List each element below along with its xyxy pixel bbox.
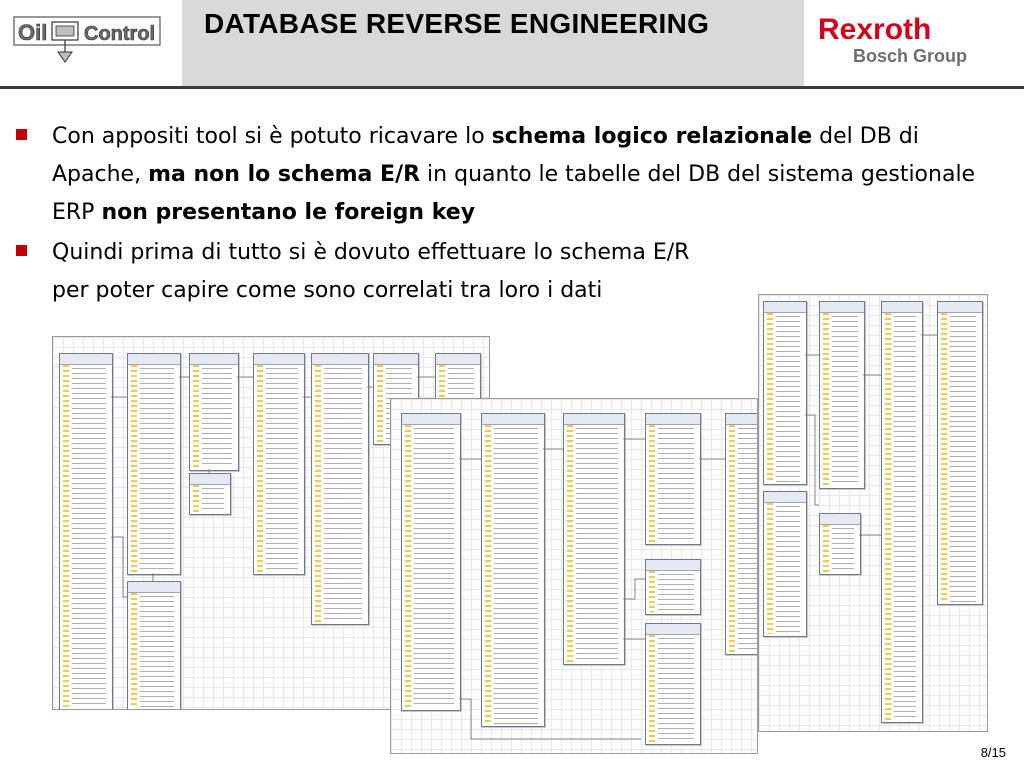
slide-title: DATABASE REVERSE ENGINEERING (204, 8, 710, 39)
bullet-2-part-1: Quindi prima di tutto si è dovuto effettuare lo schema E/R per poter capire come sono correlati tra loro i dati (52, 240, 690, 303)
bullet-1-part-1: Con appositi tool si è potuto ricavare lo (52, 124, 492, 149)
diagram-relations (391, 399, 757, 753)
bullet-1-part-2: schema logico relazionale (491, 124, 813, 149)
svg-text:Oil: Oil (18, 20, 48, 45)
brand-group: Bosch Group (853, 46, 968, 66)
oil-control-logo (0, 0, 182, 86)
er-diagram-screenshot-3 (390, 398, 758, 754)
bullet-1-part-3: del DB di Apache, (52, 124, 919, 187)
header-divider (0, 86, 1024, 89)
brand-name: Rexroth (818, 13, 932, 46)
oil-control-logo-graphic (0, 0, 182, 86)
bullet-1-part-6: non presentano le foreign key (101, 200, 476, 225)
slide-header (0, 0, 1024, 86)
bullet-marker-icon (16, 245, 27, 256)
er-diagram-screenshot-2 (758, 294, 988, 732)
title-band (182, 0, 804, 86)
bullet-item-2 (0, 234, 692, 310)
bullet-marker-icon (16, 129, 27, 140)
svg-text:Control: Control (84, 23, 156, 45)
diagram-relations (759, 295, 987, 731)
rexroth-logo (818, 14, 998, 74)
bullet-list (0, 118, 1024, 312)
bullet-1-part-5: in quanto le tabelle del DB del sistema gestionale ERP (52, 162, 976, 225)
bullet-item-1 (0, 118, 996, 232)
bullet-1-part-4: ma non lo schema E/R (148, 162, 421, 187)
page-number: 8/15 (980, 745, 1006, 760)
